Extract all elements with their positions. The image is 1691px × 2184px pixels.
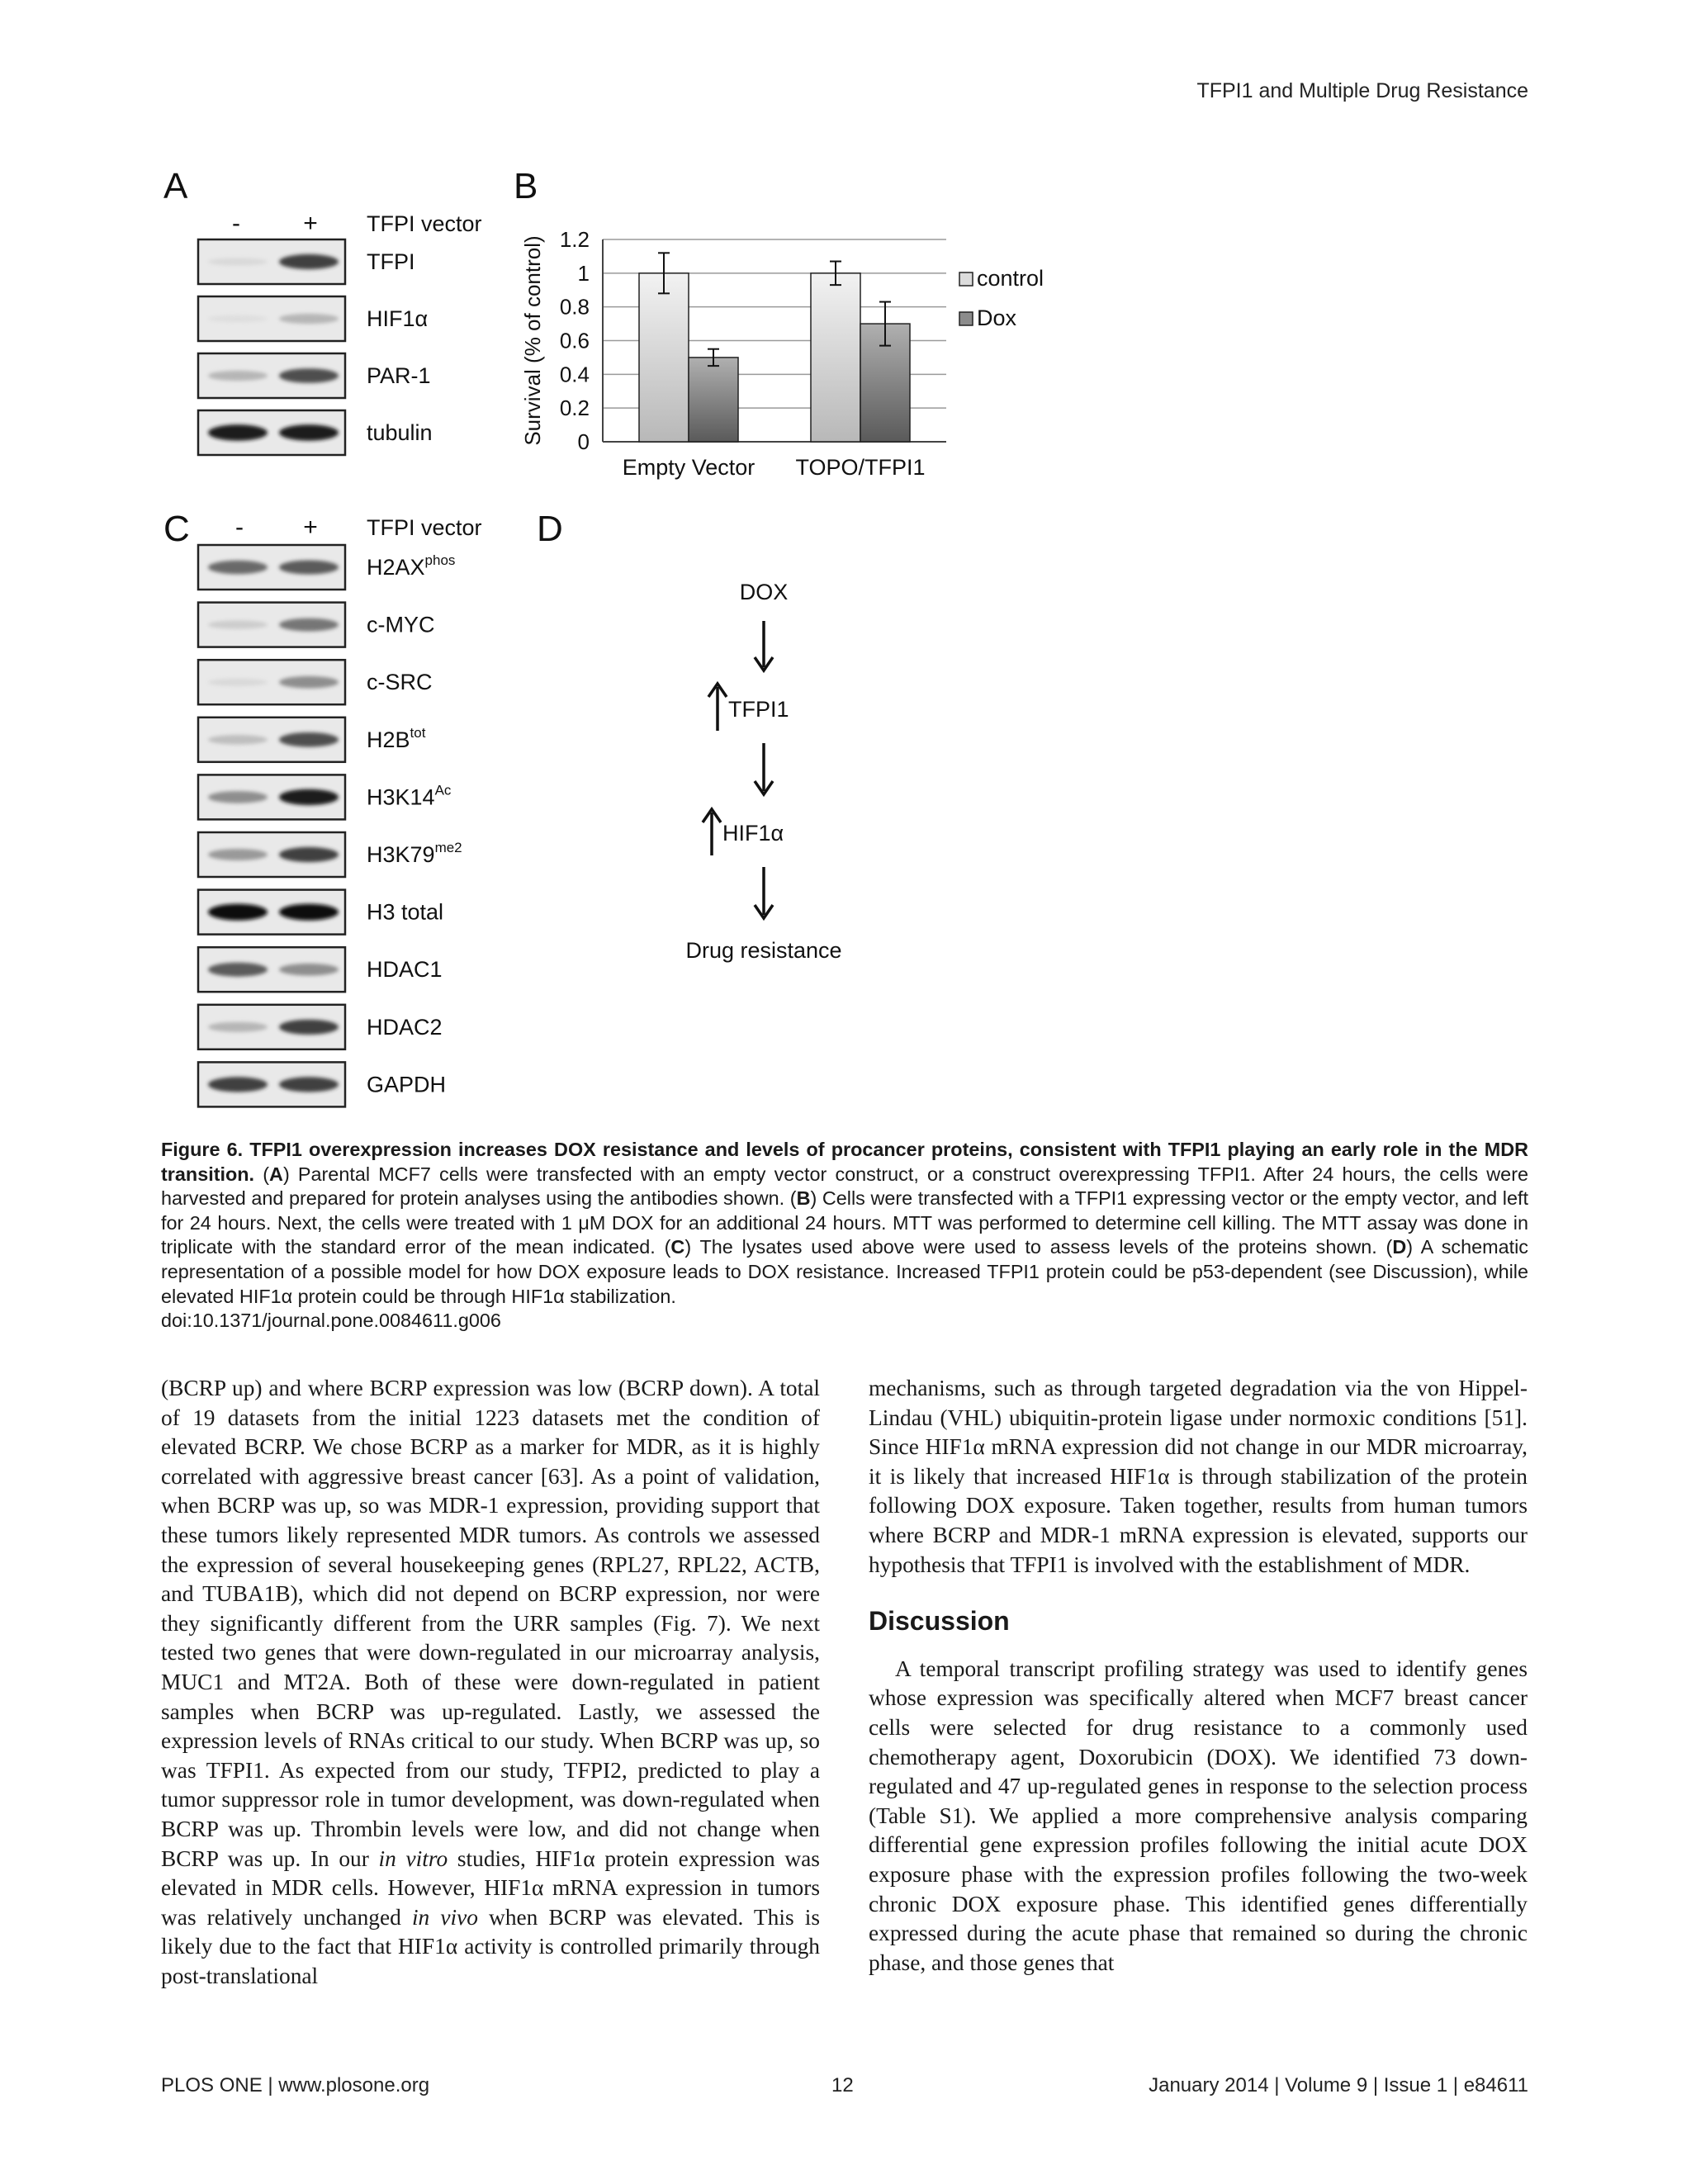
caption-letter-a: A: [269, 1163, 283, 1185]
panel-b: [514, 166, 1044, 480]
blot-label: TFPI: [367, 249, 415, 274]
panel-c: [163, 509, 482, 1106]
body-column-right: [869, 1374, 1528, 1978]
blot-band-minus: [208, 849, 268, 860]
section-heading-discussion: Discussion: [869, 1606, 1010, 1637]
blot-band-minus: [208, 620, 268, 628]
body-paragraph: A temporal transcript profiling strategy was used to identify genes whose expression was specifically altered when MCF7 breast cancer cells were selected for drug resistance to a commonly used chemotherapy agent, Doxorubicin (DOX). We identified 73 down-regulated and 47 up-regulated genes in response to the selection process (Table S1). We applied a more comprehensive analysis comparing differential gene expression profiles following the initial acute DOX exposure phase with the expression profiles following the two-week chronic DOX exposure phase. This identified genes differentially expressed during the acute phase that remained so during the chronic phase, and those genes that: [869, 1656, 1528, 1975]
blot-row-9: [198, 1062, 446, 1106]
y-tick-label: 0: [577, 429, 590, 454]
blot-row-4: [198, 775, 452, 819]
blot-label: c-MYC: [367, 612, 435, 637]
panel-c-vector-label: TFPI vector: [367, 515, 482, 540]
caption-text-a: Parental MCF7 cells were transfected with an empty vector construct, or a construct overexpressing TFPI1. After 24 hours, the cells were harvested and prepared for protein analyses using the antibodies shown.: [161, 1163, 1528, 1210]
blot-row-8: [198, 1005, 443, 1049]
blot-row-3: [198, 718, 426, 762]
blot-band-plus: [279, 847, 339, 862]
blot-band-minus: [208, 1077, 268, 1092]
blot-band-minus: [208, 561, 268, 574]
panel-c-blots: [198, 545, 462, 1106]
blot-band-minus: [208, 258, 268, 265]
blot-band-plus: [279, 254, 339, 269]
blot-band-minus: [208, 963, 268, 977]
running-header: TFPI1 and Multiple Drug Resistance: [1196, 79, 1528, 102]
blot-band-plus: [279, 904, 339, 921]
panel-a-letter: A: [163, 166, 188, 206]
panel-d-step-hif1a: HIF1α: [722, 821, 784, 846]
panel-a-vector-label: TFPI vector: [367, 211, 482, 236]
caption-title: Figure 6. TFPI1 overexpression increases DOX resistance and levels of procancer proteins, consistent with TFPI1 playing an early role in the MDR transition.: [161, 1139, 1528, 1185]
blot-row-0: [198, 545, 455, 590]
footer-page-number: 12: [831, 2074, 854, 2096]
body-text: (BCRP up) and where BCRP expression was low (BCRP down). A total of 19 datasets from the initial 1223 datasets met the condition of elevated BCRP. We chose BCRP as a marker for MDR, as it is highly correlated with aggressive breast cancer [63]. As a point of validation, when BCRP was up, so was MDR-1 expression, providing support that these tumors likely represented MDR tumors. As controls we assessed the expression of several housekeeping genes (RPL27, RPL22, ACTB, and TUBA1B), which did not depend on BCRP expression, nor were they significantly different from the URR samples (Fig. 7). We next tested two genes that were down-regulated in our microarray analysis, MUC1 and MT2A. Both of these were down-regulated in patient samples when BCRP was up-regulated. Lastly, we assessed the expression levels of RNAs critical to our study. When BCRP was up, so was TFPI1. As expected from our study, TFPI2, predicted to play a tumor suppressor role in tumor development, was down-regulated when BCRP was up. Thrombin levels were low, and did not change when BCRP was up. In our: [161, 1376, 820, 1871]
blot-label: GAPDH: [367, 1072, 447, 1097]
body-italic: in vivo: [411, 1904, 478, 1930]
bar-dox-0: [689, 358, 738, 442]
blot-band-plus: [279, 1077, 339, 1092]
blot-band-plus: [279, 314, 339, 324]
blot-band-minus: [208, 735, 268, 745]
body-paragraph: mechanisms, such as through targeted degradation via the von Hippel-Lindau (VHL) ubiquitin-protein ligase under normoxic conditions [51]. Since HIF1α mRNA expression did not change in our MDR microarray, it is likely that increased HIF1α is through stabilization of the protein following DOX exposure. Taken together, results from human tumors where BCRP and MDR-1 mRNA expression is elevated, supports our hypothesis that TFPI1 is involved with the establishment of MDR.: [869, 1376, 1528, 1577]
blot-band-plus: [279, 789, 339, 805]
arrow-down-icon: [755, 743, 773, 794]
blot-row-1: [198, 296, 428, 341]
body-paragraph: [161, 1374, 820, 1991]
panel-a-lane-minus: -: [232, 210, 240, 237]
blot-row-2: [198, 353, 431, 398]
blot-band-minus: [208, 424, 268, 440]
x-tick-label: Empty Vector: [622, 455, 756, 480]
blot-row-5: [198, 832, 462, 877]
page-footer: [161, 2074, 1528, 2101]
survival-bar-chart: [520, 227, 1044, 480]
bar-control-0: [639, 273, 689, 442]
blot-band-plus: [279, 561, 339, 575]
panel-a-blots: [198, 239, 433, 455]
figure-caption: Figure 6. TFPI1 overexpression increases DOX resistance and levels of procancer proteins, consistent with TFPI1 playing an early role in the MDR transition. (A) Parental MCF7 cells were transfected with an empty vector construct, or a construct overexpressing TFPI1. After 24 hours, the cells were harvested and prepared for protein analyses using the antibodies shown. (B) Cells were transfected with a TFPI1 expressing vector or the empty vector, and left for 24 hours. Next, the cells were treated with 1 μM DOX for an additional 24 hours. MTT was performed to determine cell killing. The MTT assay was done in triplicate with the standard error of the mean indicated. (C) The lysates used above were used to assess levels of the proteins shown. (D) A schematic representation of a possible model for how DOX exposure leads to DOX resistance. Increased TFPI1 protein could be p53-dependent (see Discussion), while elevated HIF1α protein could be through HIF1α stabilization. doi:10.1371/journal.pone.0084611.g006: [161, 1139, 1528, 1332]
blot-band-plus: [279, 732, 339, 747]
panel-c-lane-plus: +: [303, 514, 318, 541]
blot-label: c-SRC: [367, 670, 433, 695]
panel-c-lane-minus: -: [235, 514, 244, 541]
blot-row-1: [198, 603, 435, 647]
footer-issue: January 2014 | Volume 9 | Issue 1 | e84611: [1149, 2074, 1528, 2096]
blot-label: HIF1α: [367, 306, 429, 331]
caption-text-b: Cells were transfected with a TFPI1 expressing vector or the empty vector, and left for 24 hours. Next, the cells were treated with 1 μM DOX for an additional 24 hours. MTT was performed to determine cell killing. The MTT assay was done in triplicate with the standard error of the mean indicated.: [161, 1187, 1528, 1258]
panel-d-letter: D: [537, 509, 563, 549]
y-tick-label: 1: [577, 260, 590, 286]
footer-journal: PLOS ONE | www.plosone.org: [161, 2074, 430, 2096]
blot-band-minus: [208, 791, 268, 803]
blot-label: tubulin: [367, 420, 433, 445]
blot-band-minus: [208, 679, 268, 686]
blot-band-plus: [279, 424, 339, 440]
legend-swatch-dox: [959, 312, 973, 325]
legend-swatch-control: [959, 272, 973, 286]
blot-label: $H2B^{tot}$: [367, 724, 426, 752]
y-tick-label: 0.2: [559, 396, 590, 421]
blot-row-2: [198, 660, 433, 704]
blot-row-0: [198, 239, 415, 284]
blot-label: $H3K14^{Ac}$: [367, 782, 452, 810]
body-column-left: [161, 1374, 820, 1991]
panel-a: [163, 166, 482, 455]
blot-label: $H2AX^{phos}$: [367, 552, 456, 580]
body-text: studies, HIF1α protein expression was elevated in MDR cells. However, HIF1α mRNA expression in tumors was relatively unchanged: [161, 1845, 820, 1930]
blot-row-3: [198, 410, 433, 455]
blot-label: H3 total: [367, 899, 444, 925]
blot-band-plus: [279, 964, 339, 976]
y-tick-label: 0.6: [559, 328, 590, 353]
panel-d-step-tfpi1: TFPI1: [728, 697, 789, 722]
blot-label-superscript: phos: [424, 552, 456, 568]
blot-label-superscript: tot: [410, 724, 426, 741]
blot-band-minus: [208, 904, 268, 921]
body-text: when BCRP was elevated. This is likely due to the fact that HIF1α activity is controlled primarily through post-translational: [161, 1904, 820, 1988]
blot-row-7: [198, 947, 443, 992]
caption-doi: doi:10.1371/journal.pone.0084611.g006: [161, 1310, 501, 1332]
panel-d-step-drug-resistance: Drug resistance: [685, 938, 842, 963]
panel-d: [537, 509, 842, 963]
caption-letter-c: C: [670, 1236, 685, 1258]
arrow-up-icon: [708, 684, 727, 731]
blot-band-plus: [279, 1020, 339, 1035]
panel-c-letter: C: [163, 509, 190, 549]
caption-text-c: The lysates used above were used to assess levels of the proteins shown.: [699, 1236, 1377, 1258]
blot-label: PAR-1: [367, 363, 431, 388]
y-axis-label: Survival (% of control): [520, 235, 545, 446]
blot-band-minus: [208, 371, 268, 381]
blot-band-minus: [208, 1022, 268, 1032]
blot-band-plus: [279, 618, 339, 632]
y-tick-label: 0.8: [559, 294, 590, 320]
body-italic: in vitro: [378, 1845, 448, 1871]
blot-label: $H3K79^{me2}$: [367, 840, 462, 867]
caption-letter-d: D: [1392, 1236, 1407, 1258]
blot-row-6: [198, 890, 443, 935]
panel-d-step-dox: DOX: [739, 580, 789, 604]
bar-control-1: [811, 273, 860, 442]
blot-label-superscript: Ac: [434, 782, 452, 798]
blot-band-plus: [279, 676, 339, 689]
arrow-down-icon: [755, 867, 773, 918]
arrow-down-icon: [755, 621, 773, 670]
y-tick-label: 1.2: [559, 227, 590, 252]
legend-label-control: control: [977, 266, 1044, 291]
blot-band-plus: [279, 368, 339, 383]
blot-label: HDAC1: [367, 957, 443, 983]
panel-a-lane-plus: +: [303, 210, 318, 237]
y-tick-label: 0.4: [559, 362, 590, 387]
x-tick-label: TOPO/TFPI1: [795, 455, 926, 480]
arrow-up-icon: [703, 809, 721, 855]
blot-band-minus: [208, 315, 268, 323]
panel-b-letter: B: [514, 166, 538, 206]
blot-label: HDAC2: [367, 1014, 443, 1040]
caption-letter-b: B: [796, 1187, 811, 1210]
blot-label-superscript: me2: [434, 840, 462, 855]
legend-label-dox: Dox: [977, 306, 1017, 330]
caption-text-d: A schematic representation of a possible model for how DOX exposure leads to DOX resistance. Increased TFPI1 protein could be p53-dependent (see Discussion), while elevated HIF1α protein could be through HIF1α stabilization.: [161, 1236, 1528, 1307]
